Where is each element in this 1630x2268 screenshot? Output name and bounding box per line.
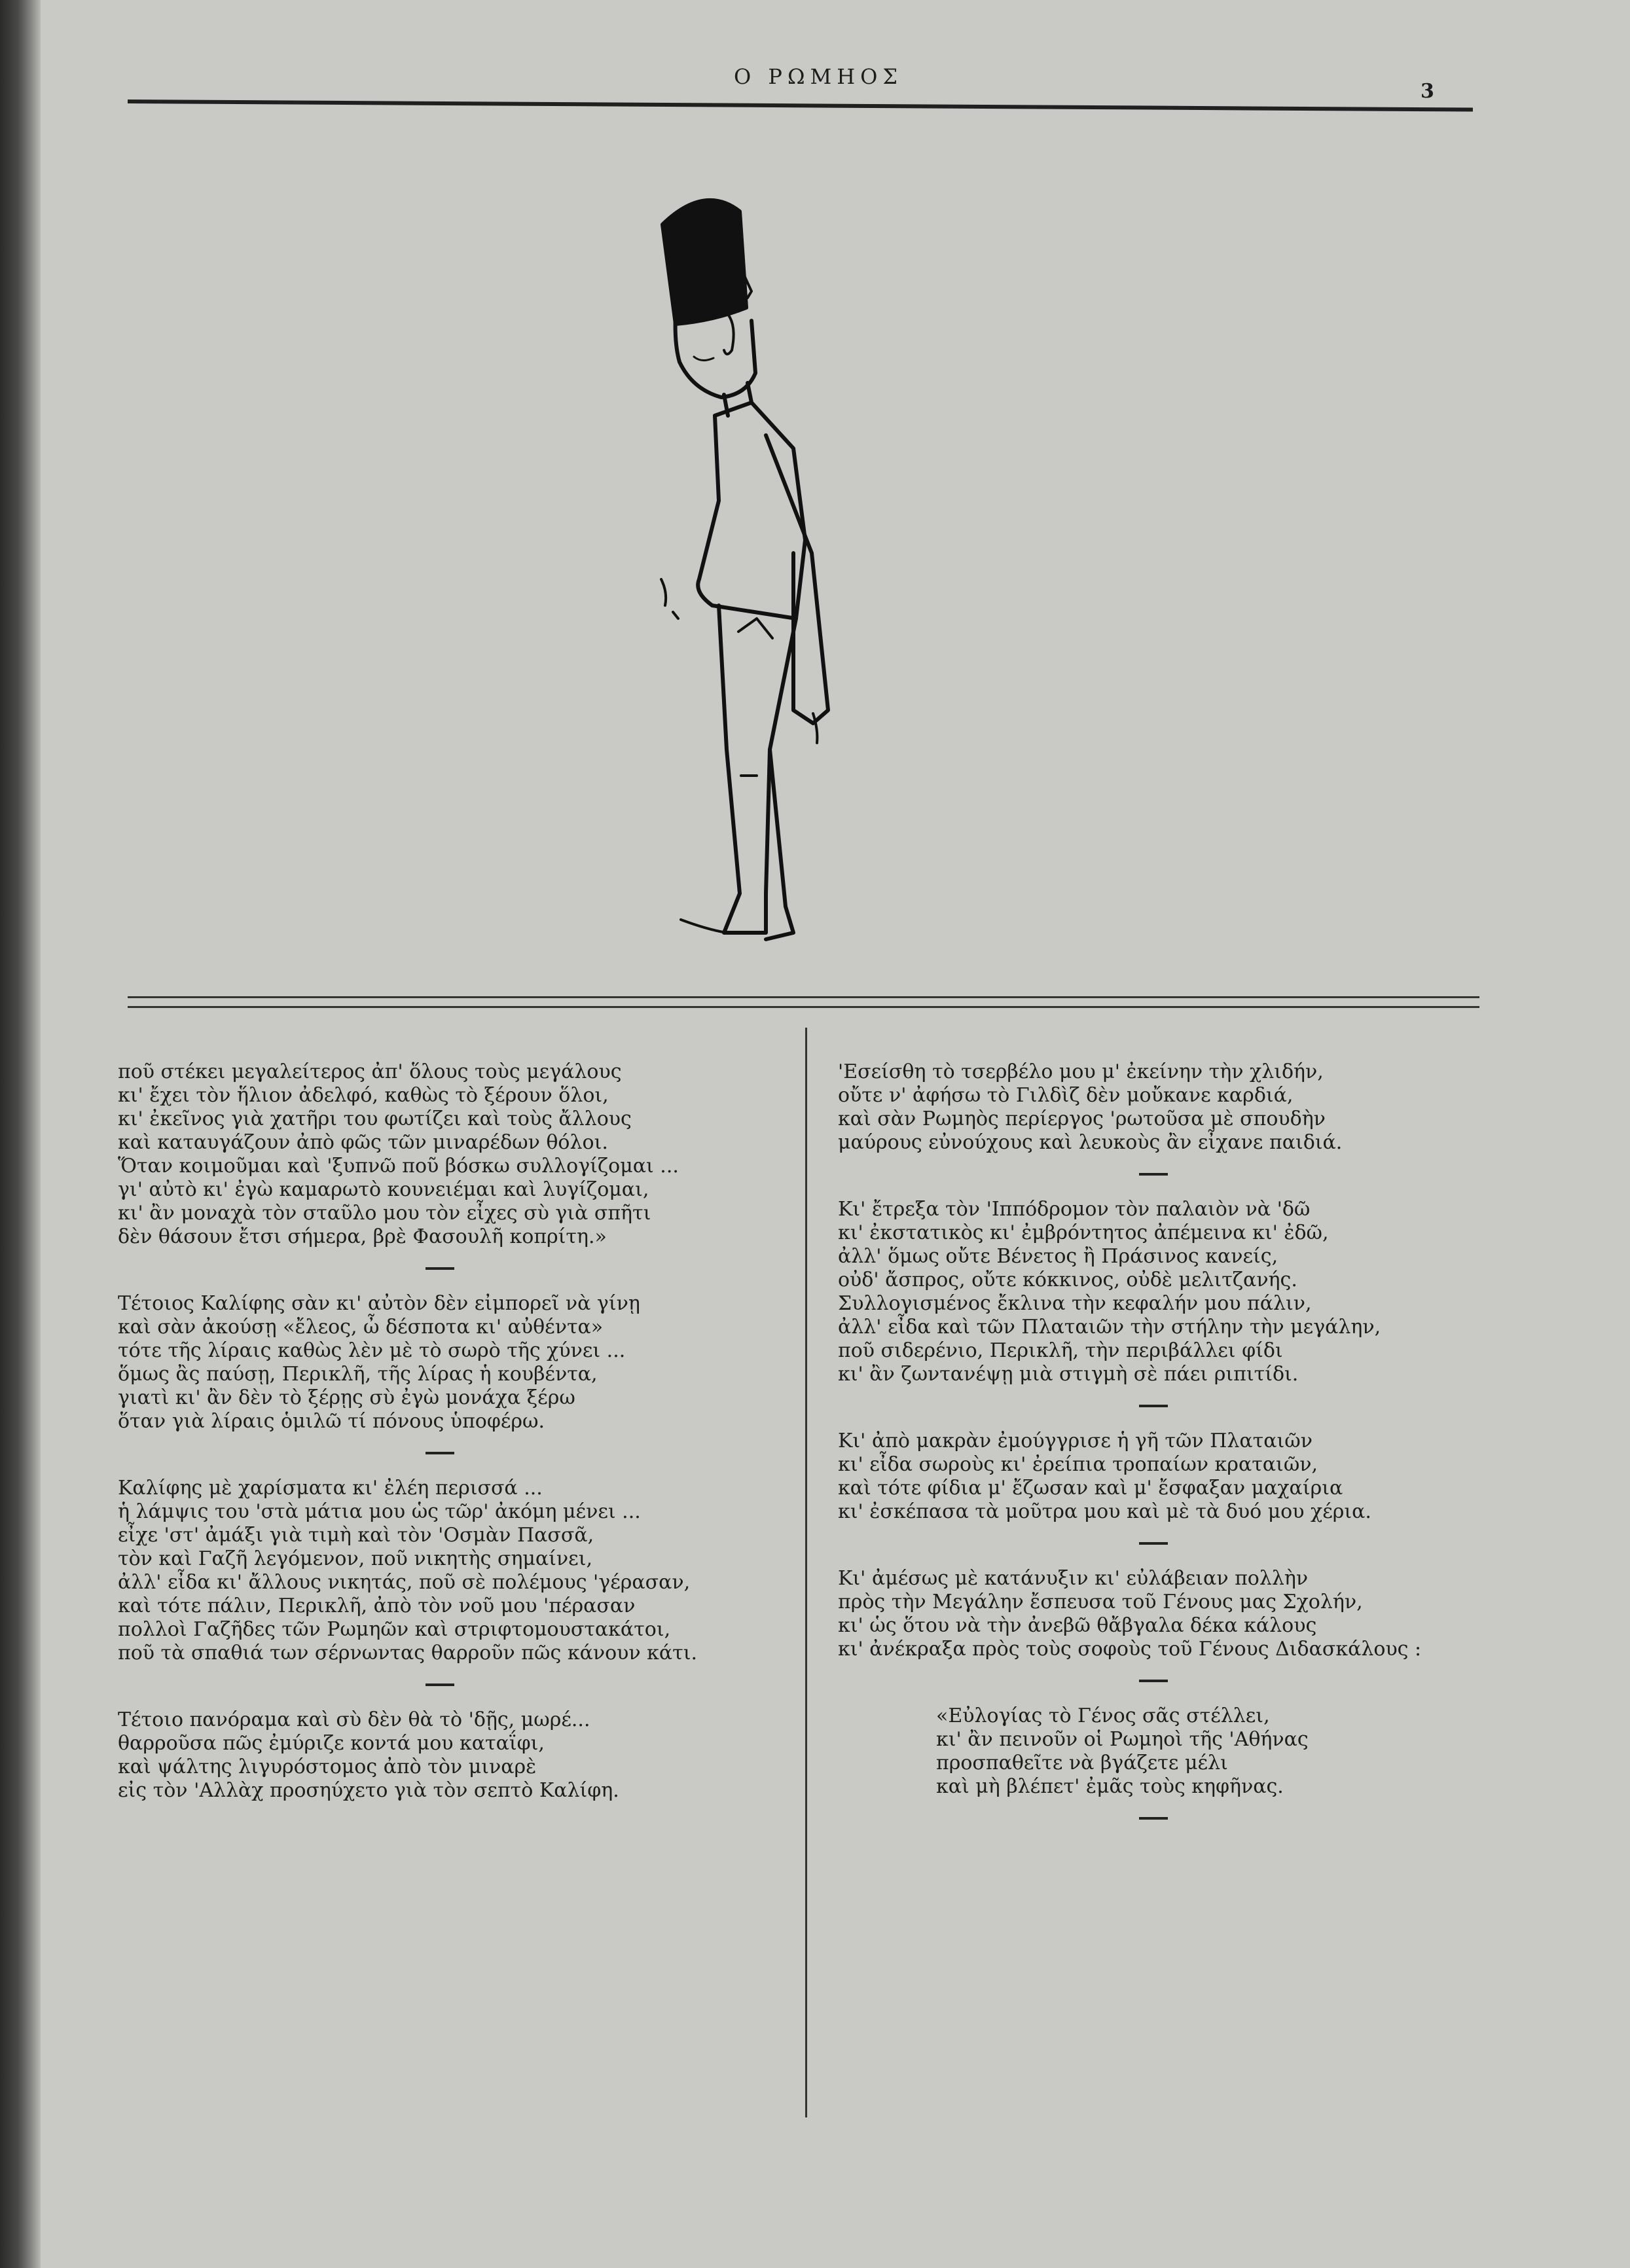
verse-line: κι' ἂν μοναχὰ τὸν σταῦλο μου τὸν εἶχες σὺ γιὰ σπῆτι [118,1202,651,1225]
verse-line: ποῦ τὰ σπαθιά των σέρνωντας θαρροῦν πῶς κάνουν κάτι. [118,1642,698,1665]
stanza-separator [1139,1680,1168,1682]
verse-line: Κι' ἀπὸ μακρὰν ἐμούγγρισε ἡ γῆ τῶν Πλαταιῶν [838,1430,1313,1452]
verse-line: κι' ἂν ζωντανέψῃ μιὰ στιγμὴ σὲ πάει ριπιτίδι. [838,1363,1299,1386]
verse-line: κι' ἐκστατικὸς κι' ἐμβρόντητος ἀπέμεινα κι' ἐδῶ, [838,1221,1329,1244]
verse-line: κι' εἶδα σωροὺς κι' ἐρείπια τροπαίων κραταιῶν, [838,1453,1318,1476]
verse-line: καὶ ψάλτης λιγυρόστομος ἀπὸ τὸν μιναρὲ [118,1755,537,1778]
stanza [118,1292,786,1433]
verse-line: καὶ μὴ βλέπετ' ἐμᾶς τοὺς κηφῆνας. [936,1775,1284,1798]
verse-line: εἶχε 'στ' ἀμάξι γιὰ τιμὴ καὶ τὸν 'Οσμὰν Πασσᾶ, [118,1524,594,1547]
verse-line: κι' ἔχει τὸν ἥλιον ἀδελφό, καθὼς τὸ ξέρουν ὅλοι, [118,1084,609,1107]
verse-line: καὶ τότε φίδια μ' ἔζωσαν καὶ μ' ἔσφαξαν μαχαίρια [838,1477,1343,1500]
verse-line: κι' ὡς ὅτου νὰ τὴν ἀνεβῶ θἄβγαλα δέκα κάλους [838,1614,1317,1637]
stanza [118,1060,786,1249]
verse-line: προσπαθεῖτε νὰ βγάζετε μέλι [936,1752,1228,1774]
stanza [838,1060,1486,1155]
stanza-separator [426,1267,454,1270]
verse-line: οὐδ' ἄσπρος, οὔτε κόκκινος, οὐδὲ μελιτζανής. [838,1269,1297,1291]
stanza [118,1708,786,1803]
verse-line: Τέτοιος Καλίφης σὰν κι' αὐτὸν δὲν εἰμπορεῖ νὰ γίνῃ [118,1292,640,1315]
face-outline [676,314,755,397]
stanza [838,1430,1486,1524]
verse-line: ὅταν γιὰ λίραις ὁμιλῶ τί πόνους ὑποφέρω. [118,1410,545,1433]
page-number: 3 [1421,80,1434,103]
verse-line: πρὸς τὴν Μεγάλην ἔσπευσα τοῦ Γένους μας Σχολήν, [838,1591,1363,1613]
verse-line: ποῦ σιδερένιο, Περικλῆ, τὴν περιβάλλει φίδι [838,1339,1283,1362]
verse-line: γι' αὐτὸ κι' ἐγὼ καμαρωτὸ κουνειέμαι καὶ λυγίζομαι, [118,1178,649,1201]
verse-line: δὲν θάσουν ἔτσι σήμερα, βρὲ Φασουλῆ κοπρίτη.» [118,1225,607,1248]
verse-line: Κι' ἀμέσως μὲ κατάνυξιν κι' εὐλάβειαν πολλὴν [838,1567,1309,1590]
verse-line: καὶ τότε πάλιν, Περικλῆ, ἀπὸ τὸν νοῦ μου 'πέρασαν [118,1594,636,1617]
verse-line: τὸν καὶ Γαζῆ λεγόμενον, ποῦ νικητὴς σημαίνει, [118,1547,593,1570]
verse-line: μαύρους εὐνούχους καὶ λευκοὺς ἂν εἶχανε παιδιά. [838,1131,1343,1154]
stanza [118,1477,786,1665]
torso-outline [698,403,805,619]
page-binding-shadow [0,0,41,2268]
verse-line: ὅμως ἂς παύσῃ, Περικλῆ, τῆς λίρας ἡ κουβέντα, [118,1363,598,1386]
verse-line: καὶ σὰν ἀκούσῃ «ἔλεος, ὦ δέσποτα κι' αὐθέντα» [118,1316,604,1339]
verse-line: «Εὐλογίας τὸ Γένος σᾶς στέλλει, [936,1704,1270,1727]
newspaper-title: Ο ΡΩΜΗΟΣ [734,64,903,89]
verse-line: καὶ σὰν Ρωμηὸς περίεργος 'ρωτοῦσα μὲ σπουδὴν [838,1107,1326,1130]
verse-line: πολλοὶ Γαζῆδες τῶν Ρωμηῶν καὶ στριφτομουστακάτοι, [118,1618,671,1641]
stanza-separator [1139,1173,1168,1176]
verse-line: θαρροῦσα πῶς ἐμύριζε κοντά μου καταΐφι, [118,1732,545,1755]
verse-line: γιατὶ κι' ἂν δὲν τὸ ξέρῃς σὺ ἐγὼ μονάχα ξέρω [118,1386,575,1409]
left-column [118,1060,786,1803]
caricature-figure-icon [642,187,864,959]
verse-line: κι' ἀνέκραξα πρὸς τοὺς σοφοὺς τοῦ Γένους Διδασκάλους : [838,1638,1422,1661]
stanza-separator [1139,1542,1168,1545]
stanza-separator [426,1452,454,1454]
verse-line: 'Εσείσθη τὸ τσερβέλο μου μ' ἐκείνην τὴν χλιδήν, [838,1060,1324,1083]
section-double-rule [128,996,1479,1008]
verse-line: κι' ἐκεῖνος γιὰ χατῆρι του φωτίζει καὶ τοὺς ἄλλους [118,1107,632,1130]
verse-line: ἀλλ' εἶδα καὶ τῶν Πλαταιῶν τὴν στήλην τὴν μεγάλην, [838,1316,1381,1339]
verse-line: Ὅταν κοιμοῦμαι καὶ 'ξυπνῶ ποῦ βόσκω συλλογίζομαι ... [118,1155,679,1178]
header-rule [128,99,1473,112]
verse-line: ποῦ στέκει μεγαλείτερος ἀπ' ὅλους τοὺς μεγάλους [118,1060,622,1083]
verse-line: ἀλλ' εἶδα κι' ἄλλους νικητάς, ποῦ σὲ πολέμους 'γέρασαν, [118,1571,691,1594]
verse-line: Συλλογισμένος ἔκλινα τὴν κεφαλήν μου πάλιν, [838,1292,1312,1315]
verse-line: οὔτε ν' ἀφήσω τὸ Γιλδὶζ δὲν μοὔκανε καρδιά, [838,1084,1294,1107]
right-column [838,1060,1486,1842]
verse-line: Τέτοιο πανόραμα καὶ σὺ δὲν θὰ τὸ 'δῇς, μωρέ... [118,1708,590,1731]
column-divider [805,1028,807,2117]
verse-line: κι' ἐσκέπασα τὰ μοῦτρα μου καὶ μὲ τὰ δυό μου χέρια. [838,1500,1371,1523]
verse-line: καὶ καταυγάζουν ἀπὸ φῶς τῶν μιναρέδων θόλοι. [118,1131,608,1154]
verse-line: Καλίφης μὲ χαρίσματα κι' ἐλέη περισσά ... [118,1477,543,1500]
stanza-indented [838,1704,1486,1799]
verse-line: κι' ἂν πεινοῦν οἱ Ρωμηοὶ τῆς 'Αθήνας [936,1728,1309,1751]
verse-line: τότε τῆς λίραις καθὼς λὲν μὲ τὸ σωρὸ τῆς χύνει ... [118,1339,626,1362]
verse-line: Κι' ἔτρεξα τὸν 'Ιππόδρομον τὸν παλαιὸν νὰ 'δῶ [838,1198,1311,1221]
stanza-separator [426,1683,454,1686]
verse-line: ἀλλ' ὅμως οὔτε Βένετος ἢ Πράσινος κανείς, [838,1245,1278,1268]
stanza-separator [1139,1405,1168,1407]
stanza [838,1198,1486,1386]
stanza-separator [1139,1817,1168,1820]
verse-line: ἡ λάμψις του 'στὰ μάτια μου ὡς τῶρ' ἀκόμη μένει ... [118,1500,641,1523]
stanza [838,1567,1486,1661]
verse-line: εἰς τὸν 'Αλλὰχ προσηύχετο γιὰ τὸν σεπτὸ Καλίφη. [118,1779,619,1802]
fez-icon [662,200,746,324]
